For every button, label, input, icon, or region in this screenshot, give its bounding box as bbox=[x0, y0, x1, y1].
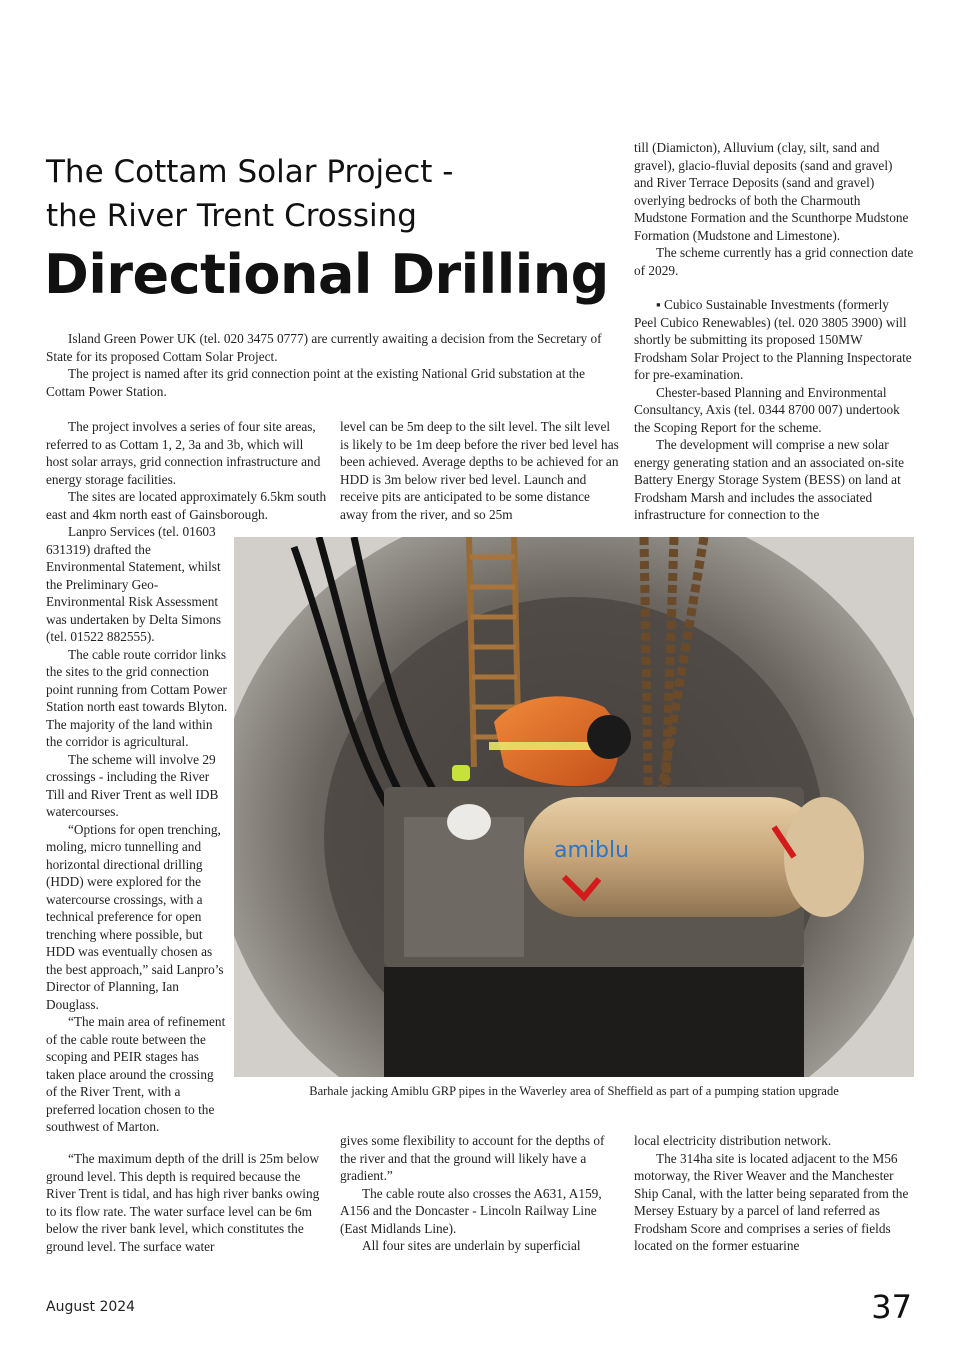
intro-paragraph: Island Green Power UK (tel. 020 3475 0777) are currently awaiting a decision from the Secretary of State for its proposed Cottam Solar Project. bbox=[46, 331, 602, 364]
shaft-illustration bbox=[234, 537, 914, 1077]
body-paragraph: local electricity distribution network. bbox=[634, 1133, 832, 1148]
body-paragraph: The project involves a series of four site areas, referred to as Cottam 1, 2, 3a and 3b, which will host solar arrays, grid connection infrastructure and energy storage facilities. bbox=[46, 419, 321, 487]
column-2-bottom bbox=[340, 1132, 620, 1255]
body-paragraph: “The maximum depth of the drill is 25m below ground level. This depth is required because the River Trent is tidal, and has high river banks owing to its flow rate. The water surface level can be 6m below the river bank level, which constitutes the ground level. The surface water bbox=[46, 1151, 320, 1254]
body-paragraph: Lanpro Services (tel. 01603 631319) drafted the Environmental Statement, whilst the Preliminary Geo-Environmental Risk Assessment was undertaken by Delta Simons (tel. 01522 882555). bbox=[46, 524, 222, 644]
body-paragraph: The cable route corridor links the sites to the grid connection point running from Cottam Power Station north east towards Blyton. The majority of the land within the corridor is agricultural. bbox=[46, 646, 228, 749]
body-paragraph: “Options for open trenching, moling, micro tunnelling and horizontal directional drilling (HDD) were explored for the watercourse crossings, with a technical preference for open trenching where possible, but HDD was eventually chosen as the best approach,” said Lanpro’s Director of Planning, Ian Douglass. bbox=[46, 821, 224, 1012]
body-paragraph: ▪ Cubico Sustainable Investments (formerly Peel Cubico Renewables) (tel. 020 3805 3900) will shortly be submitting its proposed 150MW Frodsham Solar Project to the Planning Inspectorate for pre-examination. bbox=[634, 297, 912, 382]
body-paragraph: The cable route also crosses the A631, A159, A156 and the Doncaster - Lincoln Railway Line (East Midlands Line). bbox=[340, 1185, 602, 1236]
column-1-top bbox=[46, 418, 328, 523]
title-line-2: the River Trent Crossing bbox=[46, 198, 417, 234]
body-paragraph: level can be 5m deep to the silt level. The silt level is likely to be 1m deep before the river bed level has been achieved. Average depths to be achieved for an HDD is 3m below river bed level. Launch and receive pits are anticipated to be some distance away from the river, and so 25m bbox=[340, 419, 619, 522]
title-line-1: The Cottam Solar Project - bbox=[46, 154, 454, 190]
article-title bbox=[46, 150, 616, 238]
body-paragraph: The sites are located approximately 6.5km south east and 4km north east of Gainsborough. bbox=[46, 489, 327, 522]
article-photo bbox=[234, 537, 914, 1077]
body-paragraph: The 314ha site is located adjacent to the M56 motorway, the River Weaver and the Manchester Ship Canal, with the latter being separated from the Mersey Estuary by a parcel of land referred as Frodsham Score and comprises a series of fields located on the former estuarine bbox=[634, 1150, 909, 1253]
column-1-bottom bbox=[46, 1150, 328, 1255]
body-paragraph: The scheme will involve 29 crossings - including the River Till and River Trent as well IDB watercourses. bbox=[46, 751, 219, 819]
body-paragraph: The development will comprise a new solar energy generating station and an associated on-site Battery Energy Storage System (BESS) on land at Frodsham Marsh and includes the associated infrastructure for connection to the bbox=[634, 437, 905, 522]
issue-date: August 2024 bbox=[46, 1299, 136, 1315]
column-3-top bbox=[634, 139, 914, 524]
page-number: 37 bbox=[871, 1288, 912, 1326]
intro-paragraph: The project is named after its grid connection point at the existing National Grid substation at the Cottam Power Station. bbox=[46, 366, 585, 399]
body-paragraph: Chester-based Planning and Environmental Consultancy, Axis (tel. 0344 8700 007) undertook the Scoping Report for the scheme. bbox=[634, 384, 900, 435]
body-paragraph: “The main area of refinement of the cable route between the scoping and PEIR stages has taken place around the crossing of the River Trent, with a preferred location chosen to the southwest of Marton. bbox=[46, 1014, 226, 1134]
column-2-top bbox=[340, 418, 620, 523]
column-3-bottom bbox=[634, 1132, 914, 1255]
intro-paragraphs bbox=[46, 330, 621, 400]
pipe-brand-text: amiblu bbox=[554, 838, 630, 863]
article-headline: Directional Drilling bbox=[44, 243, 609, 306]
body-paragraph: till (Diamicton), Alluvium (clay, silt, sand and gravel), glacio-fluvial deposits (sand and gravel) and River Terrace Deposits (sand and gravel) overlying bedrocks of both the Charmouth Mudstone Formation and the Scunthorpe Mudstone Formation (Mudstone and Limestone). bbox=[634, 140, 909, 243]
column-1-narrow bbox=[46, 523, 228, 1136]
body-paragraph: gives some flexibility to account for the depths of the river and that the ground will likely have a gradient.” bbox=[340, 1133, 605, 1183]
photo-caption: Barhale jacking Amiblu GRP pipes in the Waverley area of Sheffield as part of a pumping station upgrade bbox=[309, 1084, 839, 1098]
body-paragraph: All four sites are underlain by superficial bbox=[362, 1238, 581, 1253]
body-paragraph: The scheme currently has a grid connection date of 2029. bbox=[634, 245, 914, 278]
